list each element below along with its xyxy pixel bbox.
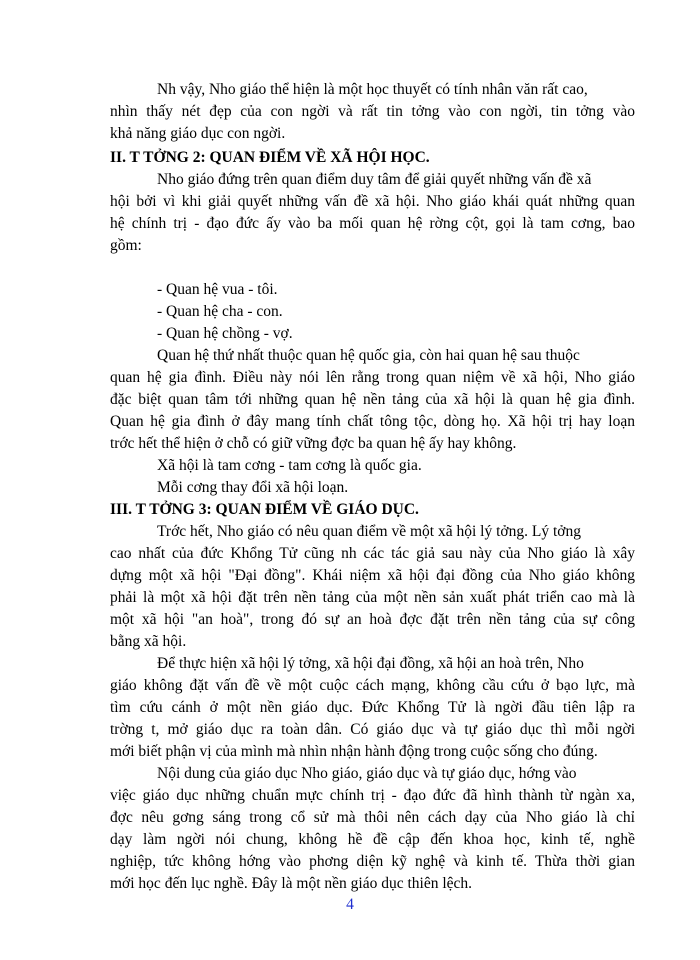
paragraph-line: trờng t, mở giáo dục ra toàn dân. Có giáo dục và tự giáo dục thì mỗi ngời: [110, 721, 635, 738]
paragraph-line: Để thực hiện xã hội lý tởng, xã hội đại đồng, xã hội an hoà trên, Nho: [157, 655, 584, 672]
paragraph-line: mới biết phận vị của mình mà nhìn nhận hành động trong cuộc sống cho đúng.: [110, 743, 598, 760]
page-number: 4: [346, 896, 354, 913]
paragraph-line: Nho giáo đứng trên quan điểm duy tâm để giải quyết những vấn đề xã: [157, 171, 592, 188]
paragraph-line: Trớc hết, Nho giáo có nêu quan điểm về một xã hội lý tởng. Lý tởng: [157, 523, 581, 540]
paragraph-line: việc giáo dục những chuẩn mực chính trị - đạo đức đã hình thành từ ngàn xa,: [110, 787, 635, 804]
list-item: - Quan hệ cha - con.: [157, 303, 283, 320]
paragraph-line: hệ chính trị - đạo đức ấy vào ba mối quan hệ rờng cột, gọi là tam cơng, bao: [110, 215, 635, 232]
paragraph-line: Nội dung của giáo dục Nho giáo, giáo dục và tự giáo dục, hớng vào: [157, 765, 577, 782]
paragraph-line: Xã hội là tam cơng - tam cơng là quốc gia.: [157, 457, 422, 474]
paragraph-line: nhìn thấy nét đẹp của con ngời và rất tin tởng vào con ngời, tin tởng vào: [110, 103, 635, 120]
paragraph-line: Nh vậy, Nho giáo thể hiện là một học thuyết có tính nhân văn rất cao,: [157, 81, 588, 98]
paragraph-line: tìm cứu cánh ở một nền giáo dục. Đức Khổng Tử là ngời đầu tiên lập ra: [110, 699, 635, 716]
paragraph-line: hội bởi vì khi giải quyết những vấn đề xã hội. Nho giáo khái quát những quan: [110, 193, 635, 210]
paragraph-line: phải là một xã hội đặt trên nền tảng của một nền sản xuất phát triển cao mà là: [110, 589, 635, 606]
paragraph-line: đợc nêu gơng sáng trong cổ sử mà thôi nên cách dạy của Nho giáo là chỉ: [110, 809, 635, 826]
paragraph-line: trớc hết thể hiện ở chỗ có giữ vững đợc ba quan hệ ấy hay không.: [110, 435, 517, 452]
list-item: - Quan hệ chồng - vợ.: [157, 325, 293, 342]
paragraph-line: bằng xã hội.: [110, 633, 187, 650]
paragraph-line: gồm:: [110, 237, 142, 254]
paragraph-line: Mỗi cơng thay đổi xã hội loạn.: [157, 479, 349, 496]
section-heading: III. T TỞNG 3: QUAN ĐIỂM VỀ GIÁO DỤC.: [110, 501, 419, 518]
paragraph-line: nghiệp, tức không hớng vào phơng diện kỹ nghệ và kinh tế. Thừa thời gian: [110, 853, 635, 870]
paragraph-line: cao nhất của đức Khổng Tử cũng nh các tác giả sau này của Nho giáo là xây: [110, 545, 635, 562]
paragraph-line: dựng một xã hội "Đại đồng". Khái niệm xã hội đại đồng của Nho giáo không: [110, 567, 635, 584]
paragraph-line: một xã hội "an hoà", trong đó sự an hoà đợc đặt trên nền tảng của sự công: [110, 611, 635, 628]
list-item: - Quan hệ vua - tôi.: [157, 281, 278, 298]
paragraph-line: dạy làm ngời nói chung, không hề đề cập đến khoa học, kinh tế, nghề: [110, 831, 635, 848]
paragraph-line: quan hệ gia đình. Điều này nói lên rằng trong quan niệm về xã hội, Nho giáo: [110, 369, 635, 386]
paragraph-line: đặc biệt quan tâm tới những quan hệ nền tảng của xã hội là quan hệ gia đình.: [110, 391, 635, 408]
paragraph-line: khả năng giáo dục con ngời.: [110, 125, 286, 142]
paragraph-line: Quan hệ gia đình ở đây mang tính chất tông tộc, dòng họ. Xã hội trị hay loạn: [110, 413, 635, 430]
section-heading: II. T TỞNG 2: QUAN ĐIỂM VỀ XÃ HỘI HỌC.: [110, 149, 430, 166]
paragraph-line: Quan hệ thứ nhất thuộc quan hệ quốc gia, còn hai quan hệ sau thuộc: [157, 347, 580, 364]
paragraph-line: mới học đến lục nghề. Đây là một nền giáo dục thiên lệch.: [110, 875, 473, 892]
paragraph-line: giáo không đặt vấn đề về một cuộc cách mạng, không cầu cứu ở bạo lực, mà: [110, 677, 635, 694]
